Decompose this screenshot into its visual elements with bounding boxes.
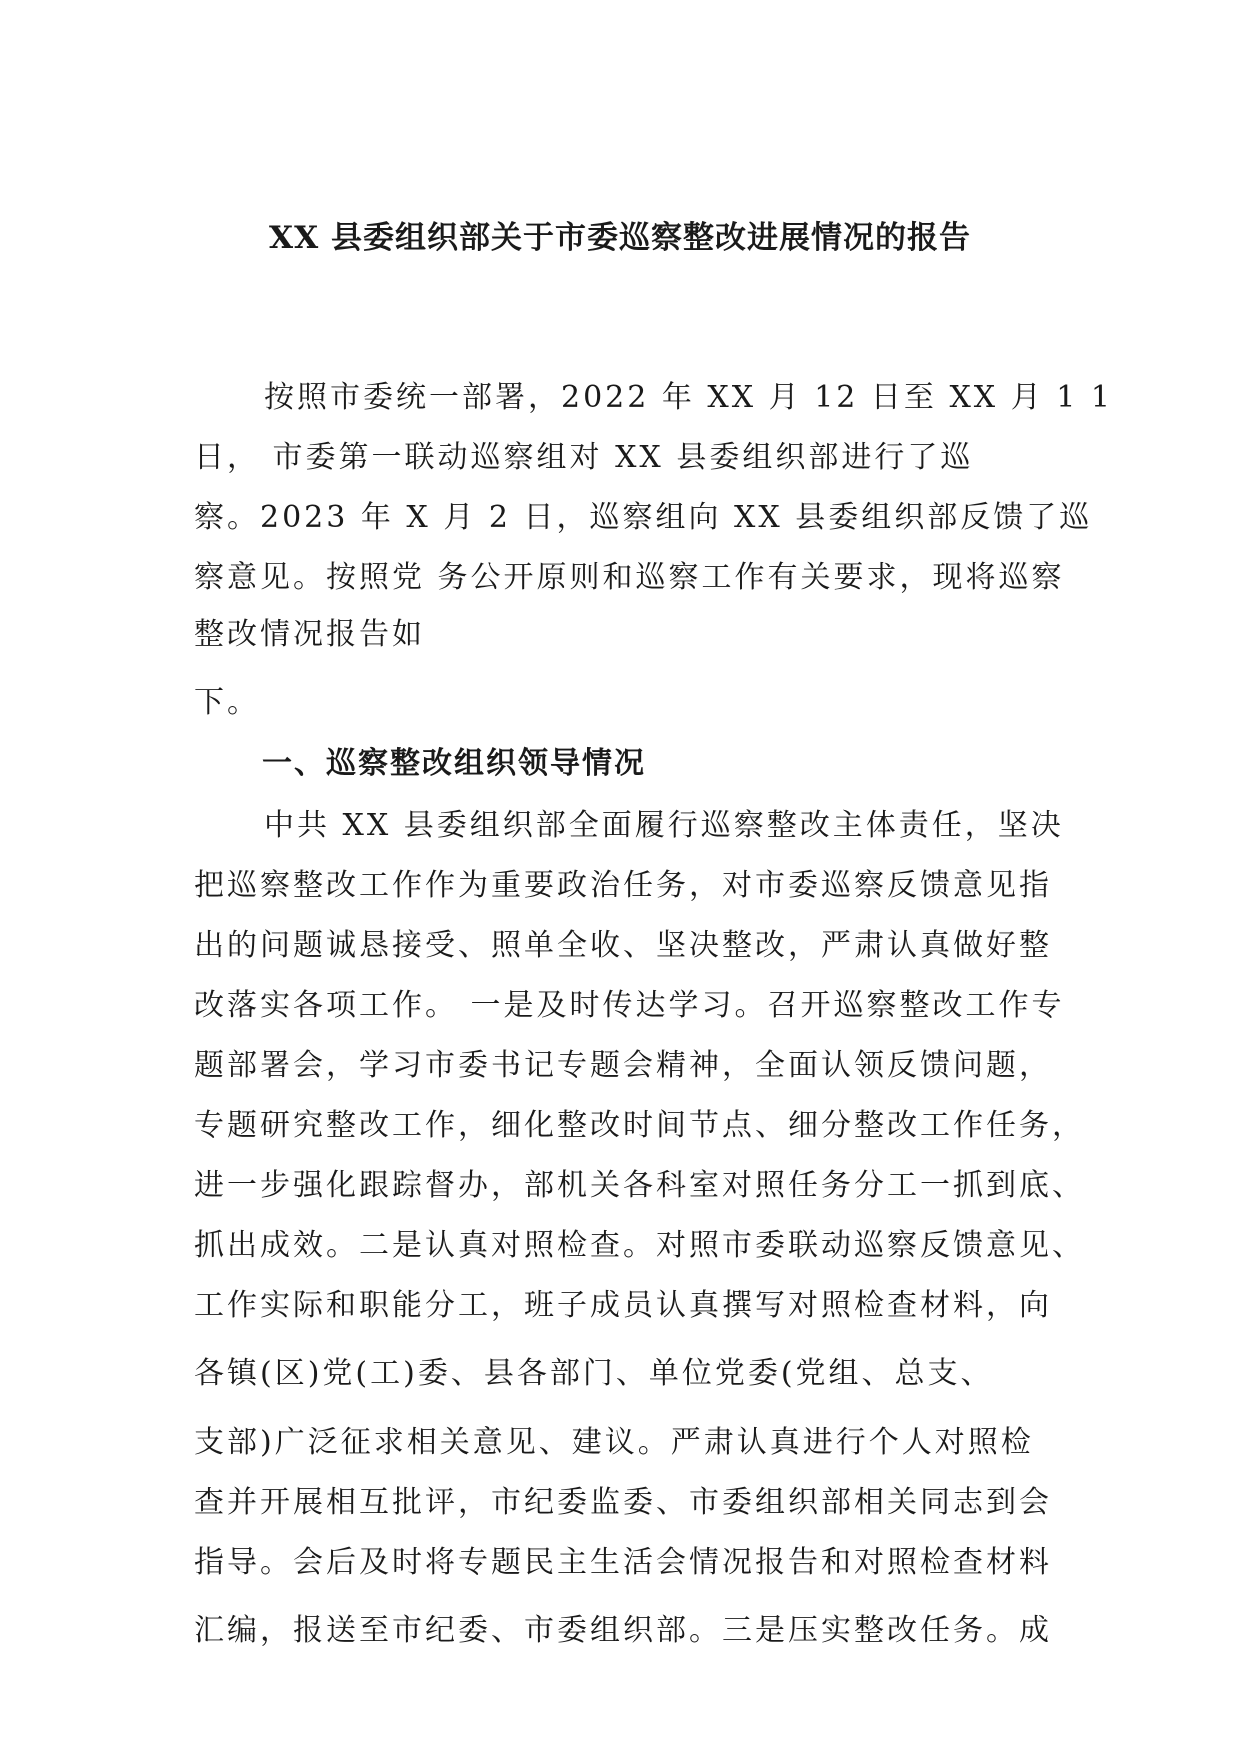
paragraph-line: 把巡察整改工作作为重要政治任务，对市委巡察反馈意见指	[194, 868, 1052, 903]
paragraph-line: 中共 XX 县委组织部全面履行巡察整改主体责任，坚决	[264, 808, 1064, 843]
paragraph-line: 题部署会，学习市委书记专题会精神，全面认领反馈问题，	[194, 1048, 1052, 1083]
paragraph-line: 察意见。按照党 务公开原则和巡察工作有关要求，现将巡察	[194, 560, 1065, 595]
paragraph-line: 各镇(区)党(工)委、县各部门、单位党委(党组、总支、	[194, 1356, 994, 1391]
paragraph-line: 察。2023 年 X 月 2 日，巡察组向 XX 县委组织部反馈了巡	[194, 500, 1093, 535]
paragraph-line: 进一步强化跟踪督办，部机关各科室对照任务分工一抓到底、	[194, 1168, 1085, 1203]
paragraph-line: 出的问题诚恳接受、照单全收、坚决整改，严肃认真做好整	[194, 928, 1052, 963]
paragraph-line: 下。	[194, 685, 260, 720]
paragraph-line: 整改情况报告如	[194, 617, 425, 652]
paragraph-line: 指导。会后及时将专题民主生活会情况报告和对照检查材料	[194, 1545, 1052, 1580]
paragraph-line: 改落实各项工作。 一是及时传达学习。召开巡察整改工作专	[194, 988, 1065, 1023]
document-title: XX 县委组织部关于市委巡察整改进展情况的报告	[269, 220, 971, 256]
paragraph-line: 抓出成效。二是认真对照检查。对照市委联动巡察反馈意见、	[194, 1228, 1085, 1263]
paragraph-line: 汇编，报送至市纪委、市委组织部。三是压实整改任务。成	[194, 1613, 1052, 1648]
paragraph-line: 工作实际和职能分工，班子成员认真撰写对照检查材料，向	[194, 1288, 1052, 1323]
section-heading: 一、巡察整改组织领导情况	[262, 746, 646, 781]
paragraph-line: 查并开展相互批评，市纪委监委、市委组织部相关同志到会	[194, 1485, 1052, 1520]
paragraph-line: 专题研究整改工作，细化整改时间节点、细分整改工作任务，	[194, 1108, 1085, 1143]
paragraph-line: 支部)广泛征求相关意见、建议。严肃认真进行个人对照检	[194, 1425, 1034, 1460]
paragraph-line: 日， 市委第一联动巡察组对 XX 县委组织部进行了巡	[194, 440, 974, 475]
paragraph-line: 按照市委统一部署，2022 年 XX 月 12 日至 XX 月 1 1	[264, 380, 1113, 415]
